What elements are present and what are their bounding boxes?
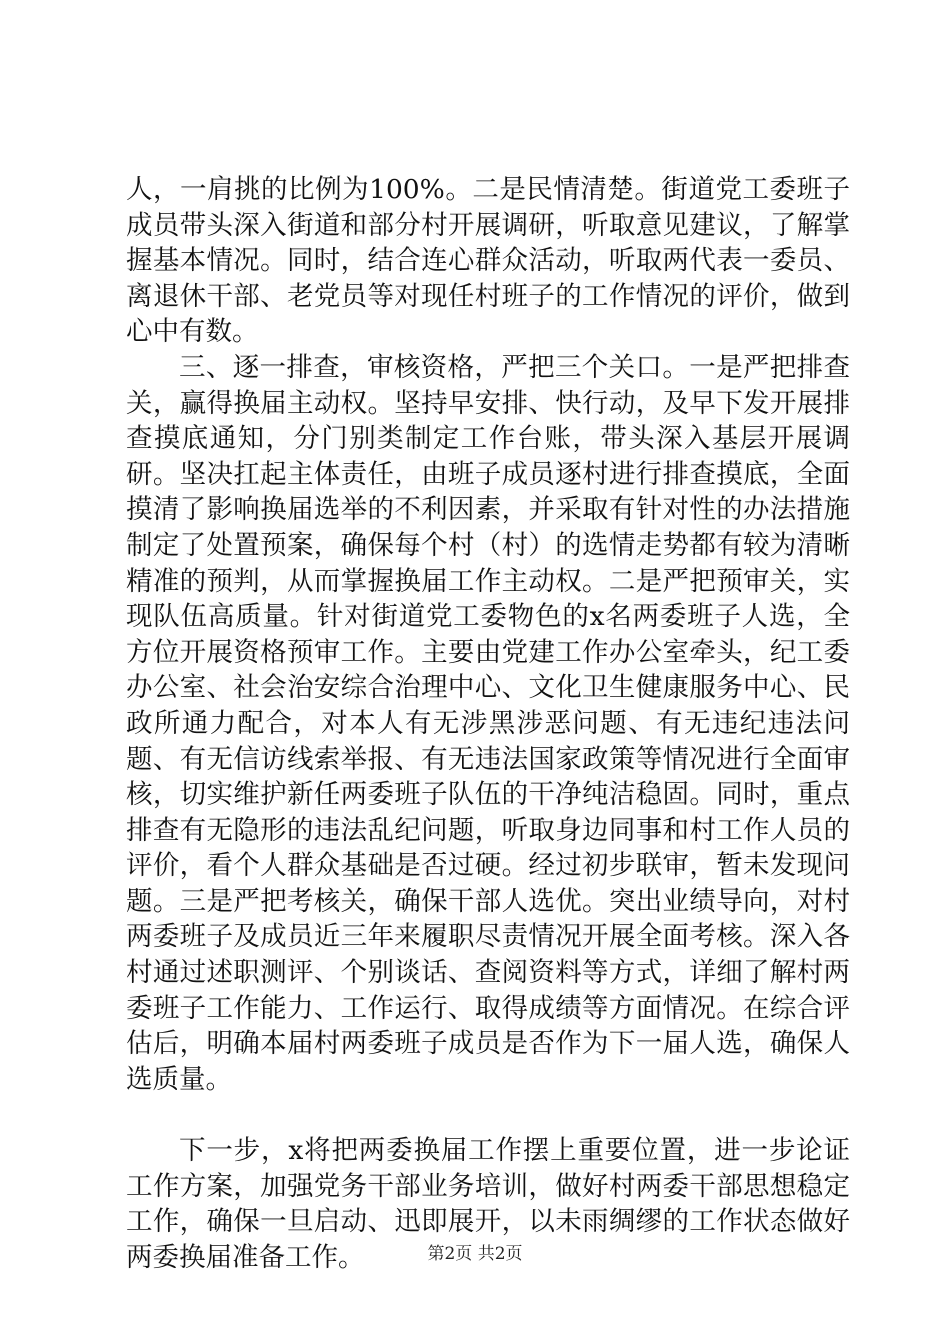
paragraph-spacer: [126, 1097, 850, 1133]
document-body: [126, 172, 850, 1275]
paragraph-section-three: 三、逐一排查，审核资格，严把三个关口。一是严把排查关，赢得换届主动权。坚持早安排、快行动，及早下发开展排查摸底通知，分门别类制定工作台账，带头深入基层开展调研。坚决扛起主体责任，由班子成员逐村进行排查摸底，全面摸清了影响换届选举的不利因素，并采取有针对性的办法措施制定了处置预案，确保每个村（村）的选情走势都有较为清晰精准的预判，从而掌握换届工作主动权。二是严把预审关，实现队伍高质量。针对街道党工委物色的x名两委班子人选，全方位开展资格预审工作。主要由党建工作办公室牵头，纪工委办公室、社会治安综合治理中心、文化卫生健康服务中心、民政所通力配合，对本人有无涉黑涉恶问题、有无违纪违法问题、有无信访线索举报、有无违法国家政策等情况进行全面审核，切实维护新任两委班子队伍的干净纯洁稳固。同时，重点排查有无隐形的违法乱纪问题，听取身边同事和村工作人员的评价，看个人群众基础是否过硬。经过初步联审，暂未发现问题。三是严把考核关，确保干部人选优。突出业绩导向，对村两委班子及成员近三年来履职尽责情况开展全面考核。深入各村通过述职测评、个别谈话、查阅资料等方式，详细了解村两委班子工作能力、工作运行、取得成绩等方面情况。在综合评估后，明确本届村两委班子成员是否作为下一届人选，确保人选质量。: [126, 351, 850, 1095]
page-footer: 第2页 共2页: [427, 1244, 523, 1264]
paragraph-continuation: 人，一肩挑的比例为100%。二是民情清楚。街道党工委班子成员带头深入街道和部分村开展调研，听取意见建议，了解掌握基本情况。同时，结合连心群众活动，听取两代表一委员、离退休干部、老党员等对现任村班子的工作情况的评价，做到心中有数。: [126, 174, 850, 348]
paragraph-next-step: 下一步，x将把两委换届工作摆上重要位置，进一步论证工作方案，加强党务干部业务培训，做好村两委干部思想稳定工作，确保一旦启动、迅即展开，以未雨绸缪的工作状态做好两委换届准备工作。: [126, 1135, 850, 1273]
